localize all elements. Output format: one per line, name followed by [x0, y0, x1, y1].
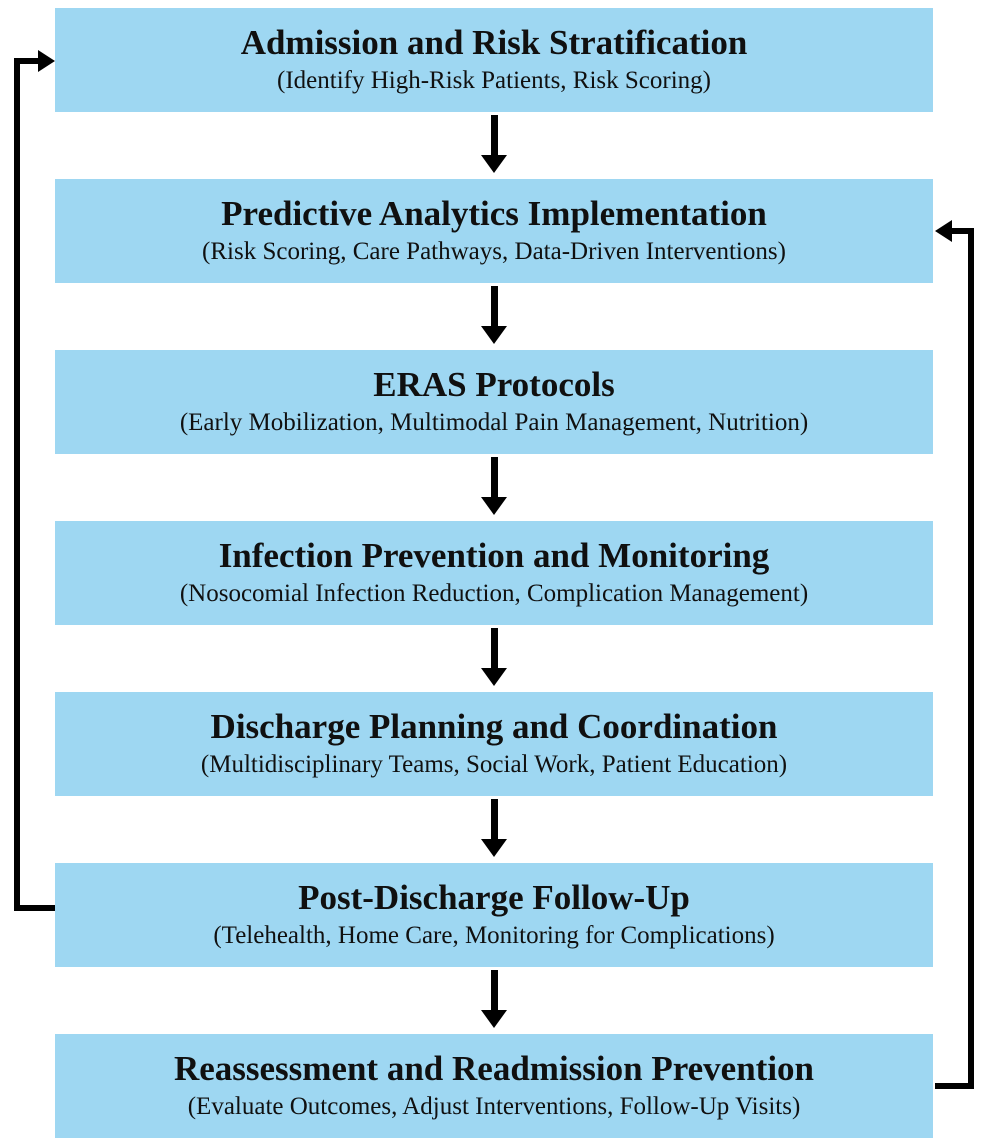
arrow-head-icon [481, 1010, 507, 1028]
arrow-stem [491, 457, 498, 497]
step-title: Predictive Analytics Implementation [221, 193, 767, 233]
step-title: Infection Prevention and Monitoring [218, 535, 770, 575]
feedback-loop-left-bottom-segment [14, 905, 55, 911]
arrow-stem [491, 970, 498, 1010]
feedback-loop-left-top-segment [14, 58, 40, 64]
arrow-head-icon [481, 326, 507, 344]
step-subtitle: (Multidisciplinary Teams, Social Work, Patient Education) [200, 751, 788, 779]
step-subtitle: (Telehealth, Home Care, Monitoring for Complications) [213, 922, 775, 950]
feedback-loop-right-vertical-segment [968, 228, 974, 1089]
step-subtitle: (Early Mobilization, Multimodal Pain Management, Nutrition) [179, 409, 809, 437]
step-infection-prevention [55, 521, 933, 625]
arrow-head-icon [481, 668, 507, 686]
down-arrow-icon [481, 457, 507, 515]
step-title: Discharge Planning and Coordination [210, 706, 778, 746]
arrow-stem [491, 628, 498, 668]
arrow-stem [491, 799, 498, 839]
down-arrow-icon [481, 628, 507, 686]
step-title: Post-Discharge Follow-Up [298, 877, 690, 917]
step-subtitle: (Risk Scoring, Care Pathways, Data-Driven Interventions) [202, 238, 786, 266]
step-discharge-planning [55, 692, 933, 796]
arrow-head-icon [481, 155, 507, 173]
step-title: ERAS Protocols [373, 364, 615, 404]
feedback-loop-right-top-segment [952, 228, 974, 234]
step-post-discharge-followup [55, 863, 933, 967]
step-subtitle: (Evaluate Outcomes, Adjust Interventions, Follow-Up Visits) [187, 1093, 801, 1121]
feedback-loop-left-vertical-segment [14, 58, 20, 911]
arrowhead-left-icon [935, 220, 952, 242]
step-admission-risk-stratification [55, 8, 933, 112]
step-subtitle: (Identify High-Risk Patients, Risk Scoring) [277, 67, 711, 95]
step-predictive-analytics [55, 179, 933, 283]
step-reassessment-readmission-prevention [55, 1034, 933, 1138]
step-title: Reassessment and Readmission Prevention [173, 1048, 815, 1088]
arrow-stem [491, 286, 498, 326]
step-title: Admission and Risk Stratification [240, 22, 748, 62]
down-arrow-icon [481, 970, 507, 1028]
step-subtitle: (Nosocomial Infection Reduction, Complication Management) [179, 580, 809, 608]
down-arrow-icon [481, 115, 507, 173]
step-eras-protocols [55, 350, 933, 454]
arrowhead-right-icon [38, 50, 55, 72]
down-arrow-icon [481, 799, 507, 857]
arrow-stem [491, 115, 498, 155]
down-arrow-icon [481, 286, 507, 344]
arrow-head-icon [481, 839, 507, 857]
arrow-head-icon [481, 497, 507, 515]
